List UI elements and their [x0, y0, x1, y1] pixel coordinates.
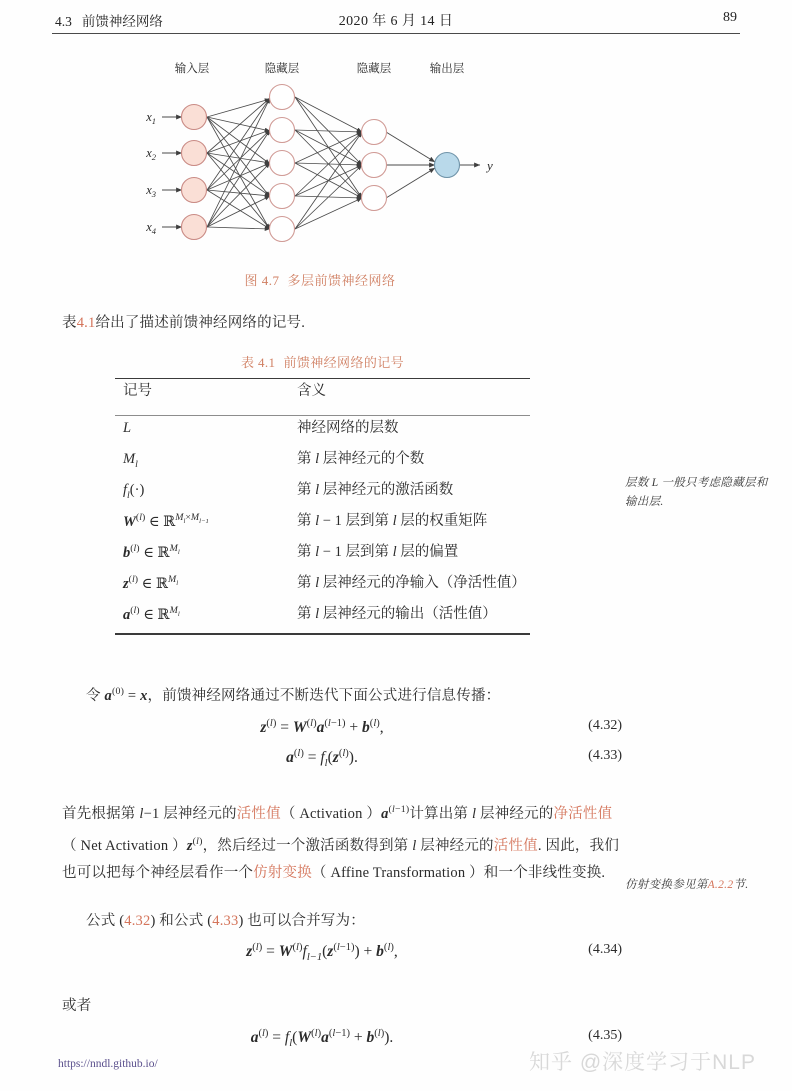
- merge-paragraph: [62, 908, 622, 935]
- note-affine-after: 节.: [733, 879, 749, 891]
- table-bottom-rule: [115, 633, 530, 634]
- table-row: [115, 509, 530, 540]
- header-section-number: 4.3: [55, 14, 72, 29]
- input-label-x4: $x_4$: [146, 220, 156, 236]
- symbol-Ml: $M_l$: [123, 451, 138, 471]
- figure-neural-network: [120, 52, 520, 292]
- margin-note-affine: [625, 876, 777, 895]
- lead-paragraph: 令 $a^{(0)} = x$，前馈神经网络通过不断迭代下面公式进行信息传播：: [86, 686, 501, 704]
- table-caption: [115, 352, 530, 371]
- margin-note-layers: 层数 L 一般只考虑隐藏层和输出层.: [625, 477, 768, 508]
- figure-caption-text: 多层前馈神经网络: [287, 273, 396, 288]
- hidden1-node-4: [270, 184, 295, 209]
- equation-4-33-number: (4.33): [588, 748, 622, 763]
- hidden2-node-2: [362, 153, 387, 178]
- symbol-fl: $f_l(\cdot)$: [123, 482, 145, 502]
- equation-4-35-number: (4.35): [588, 1028, 622, 1043]
- layer-label-input: 输入层: [174, 63, 210, 75]
- equation-group-1: [62, 718, 622, 778]
- lead-suffix: ，前馈神经网络通过不断迭代下面公式进行信息传播：: [147, 687, 501, 704]
- table-caption-text: 前馈神经网络的记号: [283, 355, 405, 370]
- equation-4-33: [62, 748, 622, 778]
- note-affine-ref: A.2.2: [707, 879, 734, 891]
- header-divider: [52, 33, 740, 34]
- layer-label-output: 输出层: [429, 63, 465, 75]
- input-node-4: [182, 215, 207, 240]
- term-activation: 活性值: [236, 805, 281, 822]
- neural-network-diagram: [120, 52, 520, 292]
- hidden1-node-5: [270, 217, 295, 242]
- merge-ref-2: 4.33: [212, 913, 239, 929]
- intro-paragraph: [62, 310, 622, 337]
- hidden1-node-3: [270, 151, 295, 176]
- input-node-2: [182, 141, 207, 166]
- figure-caption: [120, 270, 520, 289]
- output-node: [435, 153, 460, 178]
- equation-group-2: [62, 942, 622, 972]
- equation-4-35-body: $a^{(l)} = f_l(W^{(l)}a^{(l-1)} + b^{(l)})$.: [250, 1028, 394, 1050]
- symbol-a: $a^{(l)}$ ∈ ℝ$^{M_l}$: [123, 604, 180, 623]
- layer-label-hidden2: 隐藏层: [356, 63, 392, 75]
- table-caption-number: 表 4.1: [240, 355, 276, 370]
- term-affine-transformation: 仿射变换: [253, 864, 312, 881]
- header-section-title: 前馈神经网络: [81, 14, 163, 29]
- input-label-x2: $x_2$: [146, 146, 156, 162]
- equation-4-34: [62, 942, 622, 972]
- output-label-y: y: [487, 158, 493, 173]
- intro-text-after: 给出了描述前馈神经网络的记号.: [95, 315, 306, 331]
- input-label-x3: $x_3$: [146, 183, 156, 199]
- table-col-header-symbol: 记号: [123, 383, 152, 400]
- equation-4-33-body: $a^{(l)} = f_l(z^{(l)})$.: [286, 748, 358, 770]
- input-node-1: [182, 105, 207, 130]
- header-date: 2020 年 6 月 14 日: [338, 14, 454, 29]
- input-node-3: [182, 178, 207, 203]
- symbol-b: $b^{(l)}$ ∈ ℝ$^{M_l}$: [123, 542, 180, 561]
- header-page-number: 89: [723, 10, 737, 25]
- watermark: 知乎 @深度学习于NLP: [528, 1051, 756, 1074]
- meaning-W: 第 l − 1 层到第 l 层的权重矩阵: [297, 513, 488, 530]
- footer-url[interactable]: https://nndl.github.io/: [58, 1058, 158, 1070]
- term-activation-2: 活性值: [493, 837, 538, 854]
- equation-4-32-body: $z^{(l)} = W^{(l)}a^{(l-1)} + b^{(l)}$,: [260, 718, 384, 737]
- table-col-header-meaning: 含义: [297, 383, 326, 400]
- intro-text-before: 表: [62, 315, 77, 331]
- symbol-L: L: [123, 420, 132, 437]
- layer-label-hidden1: 隐藏层: [264, 63, 300, 75]
- table-row: [115, 416, 530, 447]
- notation-table: [115, 352, 530, 635]
- symbol-W: $W^{(l)}$ ∈ ℝ$^{M_l\times M_{l-1}}$: [123, 511, 209, 530]
- meaning-z: 第 l 层神经元的净输入（净活性值）: [297, 575, 526, 592]
- table-row: [115, 447, 530, 478]
- term-net-activation: 净活性值: [553, 805, 613, 822]
- intro-table-ref: 4.1: [76, 315, 96, 331]
- equation-4-34-number: (4.34): [588, 942, 622, 957]
- meaning-fl: 第 l 层神经元的激活函数: [297, 482, 454, 499]
- table-header-row: [115, 379, 530, 415]
- or-paragraph: 或者: [62, 998, 92, 1014]
- meaning-b: 第 l − 1 层到第 l 层的偏置: [297, 544, 459, 561]
- table-row: [115, 540, 530, 571]
- hidden2-node-1: [362, 120, 387, 145]
- hidden2-node-3: [362, 186, 387, 211]
- meaning-L: 神经网络的层数: [297, 420, 399, 437]
- hidden1-node-1: [270, 85, 295, 110]
- equation-4-32-number: (4.32): [588, 718, 622, 733]
- merge-text-after: ) 也可以合并写为：: [238, 913, 365, 929]
- equation-4-32: [62, 718, 622, 748]
- lead-prefix: 令: [86, 687, 105, 704]
- merge-text-middle: ) 和公式 (: [150, 913, 213, 929]
- table-row: [115, 478, 530, 509]
- input-label-x1: $x_1$: [146, 110, 156, 126]
- merge-ref-1: 4.32: [124, 913, 151, 929]
- hidden1-node-2: [270, 118, 295, 143]
- note-affine-before: 仿射变换参见第: [625, 879, 708, 891]
- merge-text-before: 公式 (: [86, 913, 125, 929]
- meaning-a: 第 l 层神经元的输出（活性值）: [297, 606, 497, 623]
- meaning-Ml: 第 l 层神经元的个数: [297, 451, 425, 468]
- explanation-paragraph: 首先根据第 l−1 层神经元的活性值（ Activation ）$a^{(l-1)}$计算出第 l 层神经元的净活性值（ Net Activation ）$z^{(l)}$，然后经过一个激活函数得到第 l 层神经元的活性值. 因此，我们也可以把每个神经层看作一个仿射变换（ Affine Transformation ）和一个非线性变换.: [62, 804, 620, 881]
- figure-caption-number: 图 4.7: [244, 273, 280, 288]
- table-row: [115, 571, 530, 602]
- symbol-z: $z^{(l)}$ ∈ ℝ$^{M_l}$: [123, 573, 179, 592]
- equation-4-34-body: $z^{(l)} = W^{(l)}f_{l-1}(z^{(l-1)}) + b^{(l)}$,: [246, 942, 398, 964]
- table-row: [115, 602, 530, 633]
